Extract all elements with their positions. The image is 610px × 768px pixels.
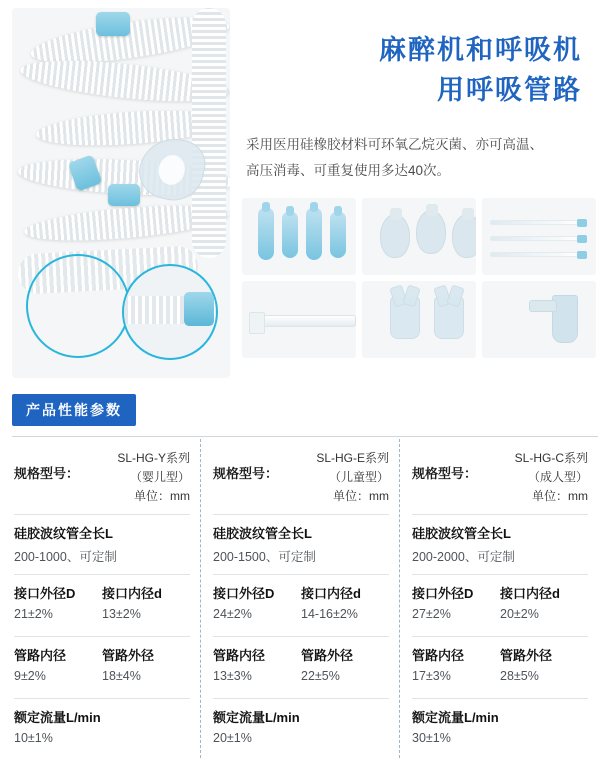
divider bbox=[14, 514, 190, 515]
parameter-column-infant bbox=[12, 439, 200, 758]
spec-value-port-id: 14-16±2% bbox=[301, 607, 358, 621]
divider bbox=[213, 636, 389, 637]
spec-label-tube-id: 管路内径 bbox=[14, 648, 67, 663]
spec-label-length: 硅胶波纹管全长L bbox=[412, 526, 511, 541]
description-line-1: 采用医用硅橡胶材料可环氧乙烷灭菌、亦可高温、 bbox=[246, 137, 543, 152]
model-type: （成人型） bbox=[527, 470, 588, 484]
divider bbox=[213, 698, 389, 699]
parameter-column-adult bbox=[399, 439, 598, 758]
model-row bbox=[412, 449, 588, 506]
thumb-anesthesia-masks bbox=[362, 198, 476, 275]
title-line-1: 麻醉机和呼吸机 bbox=[379, 35, 582, 65]
spec-label-length: 硅胶波纹管全长L bbox=[213, 526, 312, 541]
parameters-title: 产品性能参数 bbox=[12, 394, 136, 426]
model-label: 规格型号： bbox=[14, 466, 80, 481]
spec-value-port-od: 27±2% bbox=[412, 607, 451, 621]
hero-section bbox=[0, 0, 610, 378]
spec-label-length: 硅胶波纹管全长L bbox=[14, 526, 113, 541]
parameter-column-child bbox=[200, 439, 399, 758]
page-title bbox=[242, 30, 598, 110]
spec-value-tube-od: 22±5% bbox=[301, 669, 340, 683]
spec-label-port-od: 接口外径D bbox=[14, 586, 76, 601]
spec-value-length: 200-1000、可定制 bbox=[14, 550, 117, 564]
thumb-catheter-tubes bbox=[482, 198, 596, 275]
spec-pair-port bbox=[213, 583, 389, 630]
model-unit: 单位：mm bbox=[134, 489, 190, 503]
divider bbox=[14, 574, 190, 575]
parameters-columns bbox=[12, 439, 598, 758]
spec-label-tube-id: 管路内径 bbox=[412, 648, 465, 663]
spec-value-tube-od: 28±5% bbox=[500, 669, 539, 683]
model-label: 规格型号： bbox=[412, 466, 478, 481]
spec-label-tube-od: 管路外径 bbox=[102, 648, 155, 663]
model-row bbox=[213, 449, 389, 506]
model-label: 规格型号： bbox=[213, 466, 279, 481]
divider bbox=[412, 574, 588, 575]
spec-label-flow: 额定流量L/min bbox=[412, 710, 499, 725]
divider bbox=[213, 514, 389, 515]
model-unit: 单位：mm bbox=[532, 489, 588, 503]
spec-value-port-od: 24±2% bbox=[213, 607, 252, 621]
thumb-breathing-bags bbox=[242, 198, 356, 275]
spec-label-flow: 额定流量L/min bbox=[213, 710, 300, 725]
divider bbox=[412, 698, 588, 699]
spec-value-port-id: 13±2% bbox=[102, 607, 141, 621]
thumb-straight-connector bbox=[242, 281, 356, 358]
divider bbox=[412, 636, 588, 637]
model-unit: 单位：mm bbox=[333, 489, 389, 503]
thumbnail-grid bbox=[242, 198, 598, 358]
spec-label-port-id: 接口内径d bbox=[500, 586, 560, 601]
spec-label-tube-id: 管路内径 bbox=[213, 648, 266, 663]
model-series: SL-HG-C系列 bbox=[514, 451, 588, 465]
spec-value-tube-id: 17±3% bbox=[412, 669, 451, 683]
spec-label-flow: 额定流量L/min bbox=[14, 710, 101, 725]
divider bbox=[213, 574, 389, 575]
spec-pair-tube bbox=[14, 645, 190, 692]
thumb-water-trap bbox=[482, 281, 596, 358]
divider bbox=[12, 436, 598, 437]
spec-label-port-id: 接口内径d bbox=[301, 586, 361, 601]
model-row bbox=[14, 449, 190, 506]
spec-label-port-od: 接口外径D bbox=[213, 586, 275, 601]
parameters-section bbox=[12, 394, 598, 758]
detail-callout-circle bbox=[122, 264, 218, 360]
model-type: （婴儿型） bbox=[129, 470, 190, 484]
spec-value-length: 200-1500、可定制 bbox=[213, 550, 316, 564]
detail-highlight-ring bbox=[26, 254, 130, 358]
model-type: （儿童型） bbox=[328, 470, 389, 484]
divider bbox=[14, 636, 190, 637]
spec-value-length: 200-2000、可定制 bbox=[412, 550, 515, 564]
product-photo bbox=[12, 8, 230, 378]
blue-connector-icon bbox=[184, 292, 214, 326]
spec-value-flow: 10±1% bbox=[14, 731, 53, 745]
spec-value-tube-od: 18±4% bbox=[102, 669, 141, 683]
blue-connector-icon bbox=[96, 12, 130, 36]
spec-pair-port bbox=[14, 583, 190, 630]
corrugated-tube-icon bbox=[192, 8, 226, 258]
hero-text bbox=[242, 8, 598, 378]
spec-value-flow: 20±1% bbox=[213, 731, 252, 745]
spec-label-port-od: 接口外径D bbox=[412, 586, 474, 601]
footer-spacer bbox=[0, 758, 610, 768]
spec-pair-port bbox=[412, 583, 588, 630]
spec-pair-tube bbox=[213, 645, 389, 692]
divider bbox=[412, 514, 588, 515]
spec-label-port-id: 接口内径d bbox=[102, 586, 162, 601]
model-series: SL-HG-E系列 bbox=[316, 451, 389, 465]
spec-value-port-id: 20±2% bbox=[500, 607, 539, 621]
spec-value-tube-id: 13±3% bbox=[213, 669, 252, 683]
spec-label-tube-od: 管路外径 bbox=[500, 648, 553, 663]
description-line-2: 高压消毒、可重复使用多达40次。 bbox=[246, 163, 451, 178]
spec-label-tube-od: 管路外径 bbox=[301, 648, 354, 663]
spec-value-flow: 30±1% bbox=[412, 731, 451, 745]
title-line-2: 用呼吸管路 bbox=[437, 75, 582, 105]
spec-value-tube-id: 9±2% bbox=[14, 669, 46, 683]
product-description bbox=[242, 132, 598, 184]
spec-value-port-od: 21±2% bbox=[14, 607, 53, 621]
divider bbox=[14, 698, 190, 699]
spec-pair-tube bbox=[412, 645, 588, 692]
model-series: SL-HG-Y系列 bbox=[117, 451, 190, 465]
blue-connector-icon bbox=[108, 184, 140, 206]
thumb-y-piece-connector bbox=[362, 281, 476, 358]
